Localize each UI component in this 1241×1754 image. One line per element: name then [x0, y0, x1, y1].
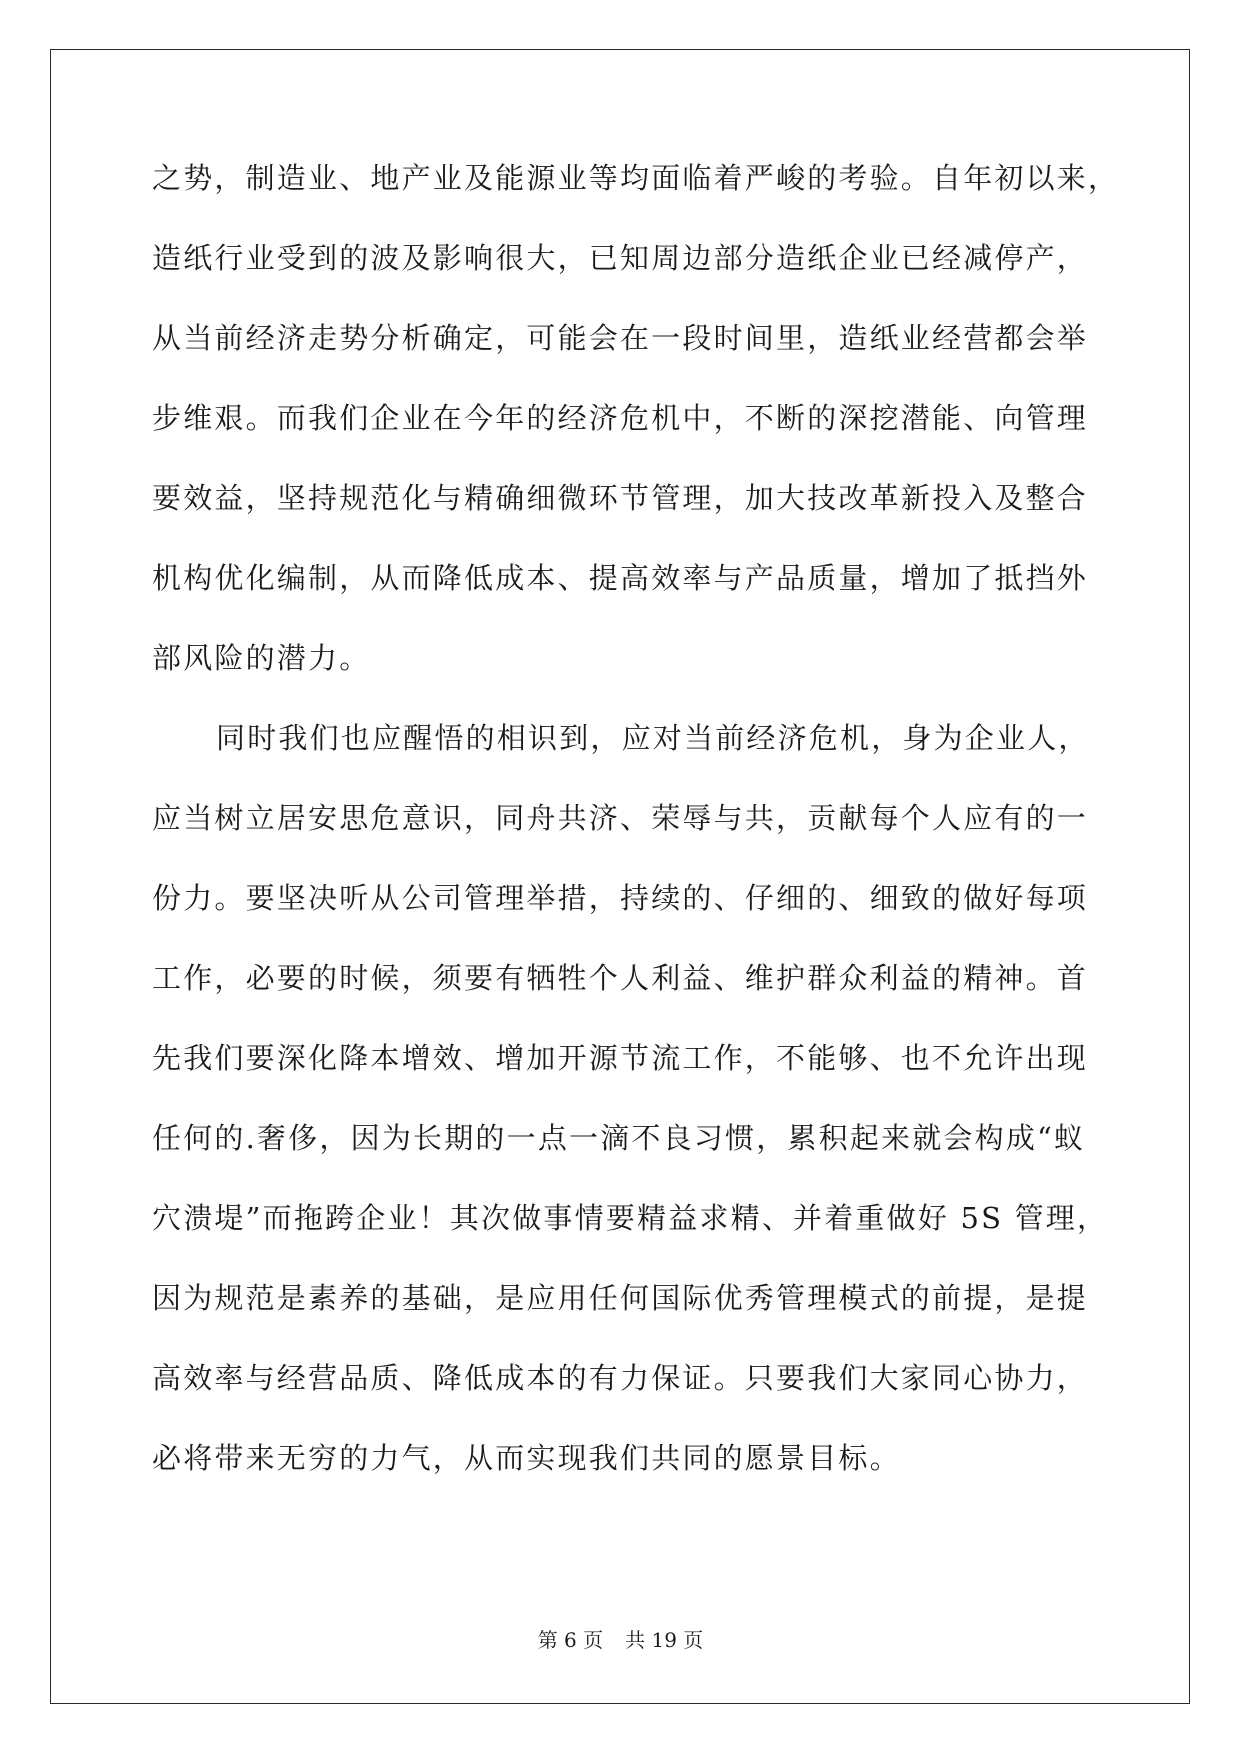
document-body [152, 158, 1122, 1518]
text-line: 必将带来无穷的力气，从而实现我们共同的愿景目标。 [152, 1441, 901, 1475]
text-line: 工作，必要的时候，须要有牺牲个人利益、维护群众利益的精神。首 [152, 961, 1089, 995]
text-line: 要效益，坚持规范化与精确细微环节管理，加大技改革新投入及整合 [152, 481, 1089, 515]
text-line: 因为规范是素养的基础，是应用任何国际优秀管理模式的前提，是提 [152, 1281, 1089, 1315]
text-line: 应当树立居安思危意识，同舟共济、荣辱与共，贡献每个人应有的一 [152, 801, 1089, 835]
text-line: 部风险的潜力。 [152, 641, 371, 675]
text-line: 任何的.奢侈，因为长期的一点一滴不良习惯，累积起来就会构成“蚁 [152, 1121, 1086, 1155]
paragraph-first-line: 同时我们也应醒悟的相识到，应对当前经济危机，身为企业人， [216, 721, 1090, 755]
text-line: 机构优化编制，从而降低成本、提高效率与产品质量，增加了抵挡外 [152, 561, 1089, 595]
text-line: 穴溃堤”而拖跨企业！其次做事情要精益求精、并着重做好 5S 管理， [152, 1201, 1109, 1235]
text-line: 造纸行业受到的波及影响很大，已知周边部分造纸企业已经减停产， [152, 241, 1089, 275]
page-number: 第 6 页 [537, 1628, 604, 1652]
text-line: 步维艰。而我们企业在今年的经济危机中，不断的深挖潜能、向管理 [152, 401, 1089, 435]
text-line: 从当前经济走势分析确定，可能会在一段时间里，造纸业经营都会举 [152, 321, 1089, 355]
page-footer [0, 1628, 1241, 1652]
text-line: 之势，制造业、地产业及能源业等均面临着严峻的考验。自年初以来， [152, 161, 1120, 195]
page-total: 共 19 页 [625, 1628, 704, 1652]
text-line: 份力。要坚决听从公司管理举措，持续的、仔细的、细致的做好每项 [152, 881, 1089, 915]
text-line: 先我们要深化降本增效、增加开源节流工作，不能够、也不允许出现 [152, 1041, 1089, 1075]
text-line: 高效率与经营品质、降低成本的有力保证。只要我们大家同心协力， [152, 1361, 1089, 1395]
